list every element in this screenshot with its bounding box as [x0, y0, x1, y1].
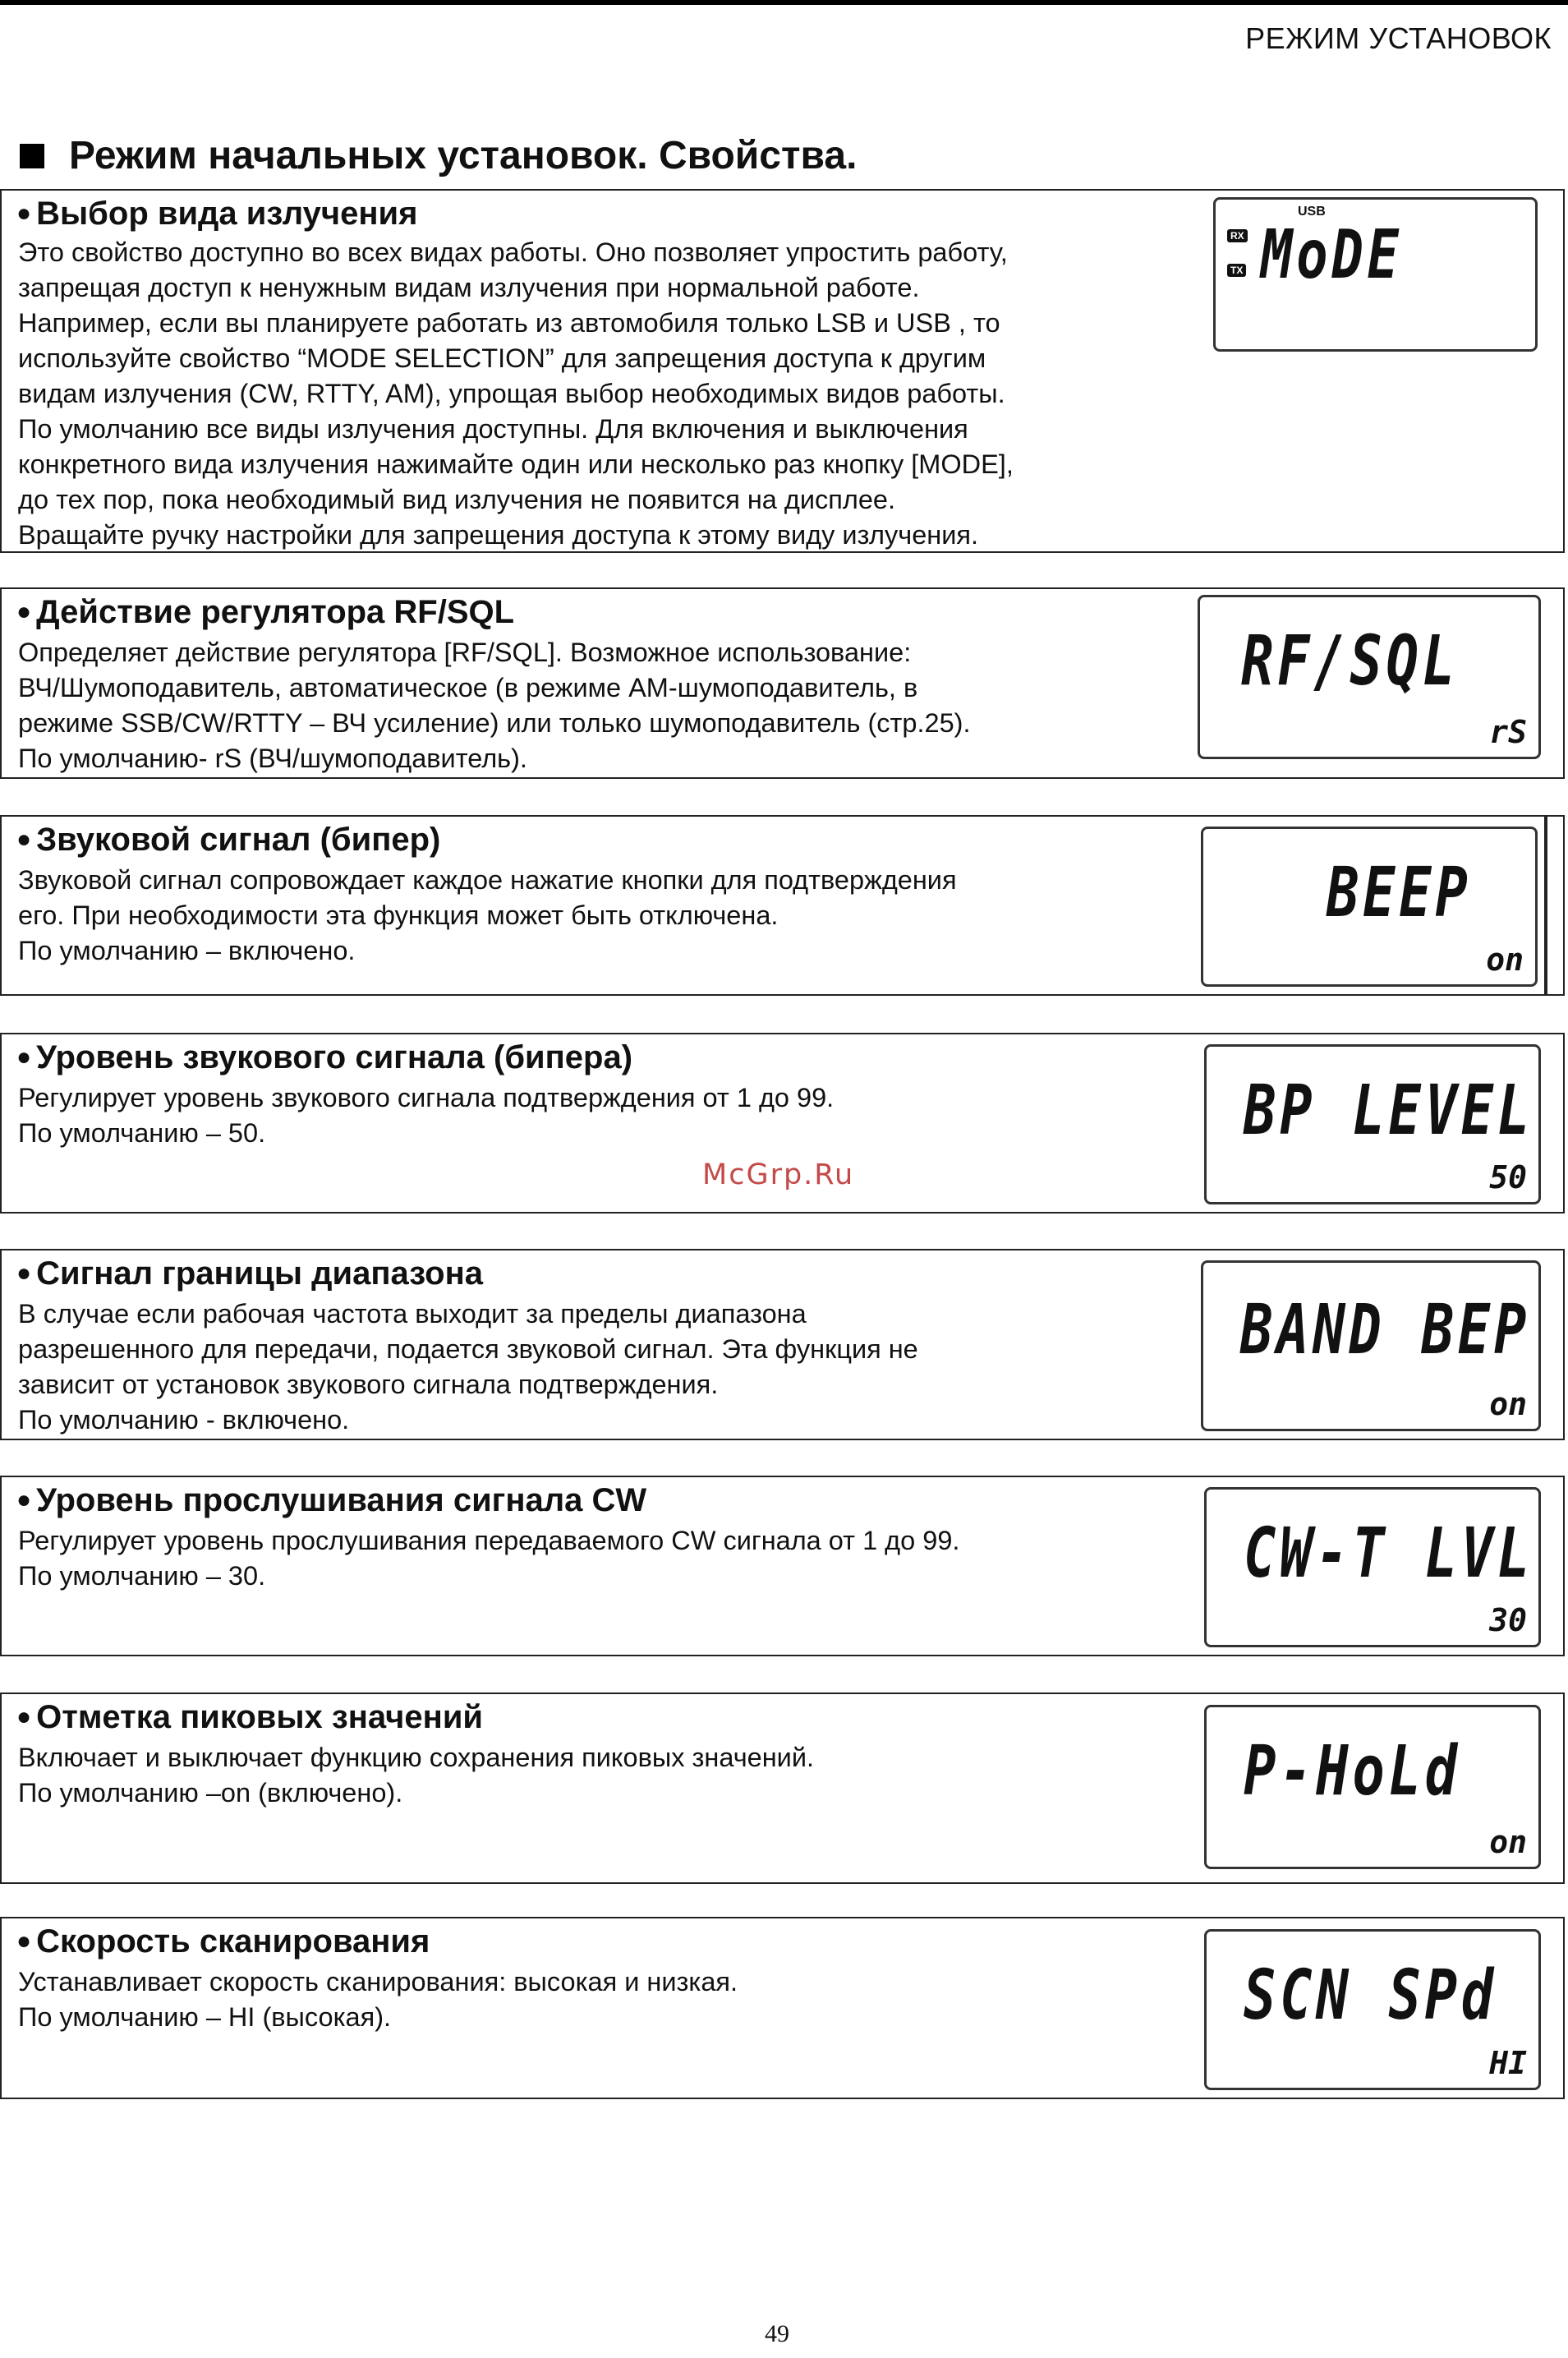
lcd-main-text: CW-T LVL — [1244, 1513, 1534, 1593]
section-title: ● Сигнал границы диапазона — [16, 1255, 483, 1292]
section-body: Регулирует уровень звукового сигнала подтверждения от 1 до 99. По умолчанию – 50. — [18, 1083, 835, 1148]
square-bullet-icon — [20, 144, 44, 168]
lcd-main-text: P-HoLd — [1244, 1730, 1461, 1811]
lcd-display — [1204, 1705, 1541, 1869]
lcd-tx-tag: TX — [1227, 264, 1246, 277]
section-body: Устанавливает скорость сканирования: высокая и низкая. По умолчанию – HI (высокая). — [18, 1967, 738, 2032]
lcd-sub-text: 30 — [1489, 1602, 1527, 1638]
lcd-rx-tag: RX — [1227, 229, 1248, 242]
section-title: ● Уровень прослушивания сигнала CW — [16, 1482, 647, 1518]
lcd-display — [1201, 1260, 1541, 1431]
section-body: Звуковой сигнал сопровождает каждое нажатие кнопки для подтверждения его. При необходимости эта функция может быть отключена. По умолчанию – включено. — [18, 865, 957, 965]
lcd-sub-text: HI — [1489, 2045, 1527, 2081]
page-number: 49 — [765, 2320, 789, 2347]
lcd-main-text: RF/SQL — [1241, 620, 1459, 701]
section-scan-speed — [0, 1917, 1565, 2099]
lcd-display — [1198, 595, 1541, 759]
top-rule — [0, 0, 1568, 5]
lcd-main-text: BAND BEP — [1240, 1289, 1531, 1370]
section-peak-hold — [0, 1693, 1565, 1884]
section-mode-selection — [0, 189, 1565, 553]
lcd-sub-text: rS — [1489, 714, 1527, 750]
lcd-sub-text: on — [1489, 1386, 1527, 1422]
lcd-display — [1204, 1487, 1541, 1647]
lcd-main-text: BEEP — [1327, 852, 1472, 933]
page-title — [16, 133, 857, 178]
section-beep — [0, 815, 1565, 996]
page-header: РЕЖИМ УСТАНОВОК — [1245, 21, 1552, 55]
section-title: ● Отметка пиковых значений — [16, 1699, 483, 1735]
lcd-mode-label: USB — [1298, 205, 1326, 219]
section-body: Регулирует уровень прослушивания передаваемого CW сигнала от 1 до 99. По умолчанию – 30. — [18, 1526, 960, 1591]
lcd-main-text: MoDE — [1261, 216, 1403, 294]
divider — [1544, 817, 1547, 994]
section-rf-sql — [0, 587, 1565, 779]
section-body: Включает и выключает функцию сохранения пиковых значений. По умолчанию –on (включено). — [18, 1743, 815, 1808]
lcd-sub-text: 50 — [1489, 1159, 1527, 1195]
watermark: McGrp.Ru — [702, 1158, 855, 1191]
lcd-main-text: SCN SPd — [1244, 1955, 1497, 2035]
section-title: ● Выбор вида излучения — [16, 196, 418, 232]
section-body: Определяет действие регулятора [RF/SQL]. Возможное использование: ВЧ/Шумоподавитель, автоматическое (в режиме АМ-шумоподавитель, в режиме SSB/CW/RTTY – ВЧ усиление) или только шумоподавитель (стр.25). По умолчанию- rS (ВЧ/шумоподавитель). — [18, 638, 971, 773]
section-cw-sidetone-level — [0, 1476, 1565, 1656]
section-title: ● Уровень звукового сигнала (бипера) — [16, 1039, 633, 1075]
lcd-display — [1213, 197, 1538, 352]
lcd-display — [1201, 827, 1538, 987]
lcd-sub-text: on — [1489, 1824, 1527, 1860]
section-title: ● Скорость сканирования — [16, 1923, 430, 1960]
section-body: В случае если рабочая частота выходит за пределы диапазона разрешенного для передачи, подается звуковой сигнал. Эта функция не зависит от установок звукового сигнала подтверждения. По умолчанию - включено. — [18, 1299, 918, 1435]
section-band-edge-beep — [0, 1249, 1565, 1440]
page-title-text: Режим начальных установок. Свойства. — [69, 134, 858, 177]
lcd-main-text: BP LEVEL — [1244, 1070, 1534, 1150]
lcd-display — [1204, 1929, 1541, 2090]
lcd-sub-text: on — [1486, 942, 1524, 978]
lcd-display — [1204, 1044, 1541, 1204]
section-title: ● Действие регулятора RF/SQL — [16, 594, 515, 630]
section-body: Это свойство доступно во всех видах работы. Оно позволяет упростить работу, запрещая доступ к ненужным видам излучения при нормальной работе. Например, если вы планируете работать из автомобиля только LSB и USB , то используйте свойство “MODE SELECTION” для запрещения доступа к другим видам излучения (CW, RTTY, AM), упрощая выбор необходимых видов работы. По умолчанию все виды излучения доступны. Для включения и выключения конкретного вида излучения нажимайте один или несколько раз кнопку [MODE], до тех пор, пока необходимый вид излучения не появится на дисплее. Вращайте ручку настройки для запрещения доступа к этому виду излучения. — [18, 237, 1014, 550]
section-title: ● Звуковой сигнал (бипер) — [16, 822, 441, 858]
